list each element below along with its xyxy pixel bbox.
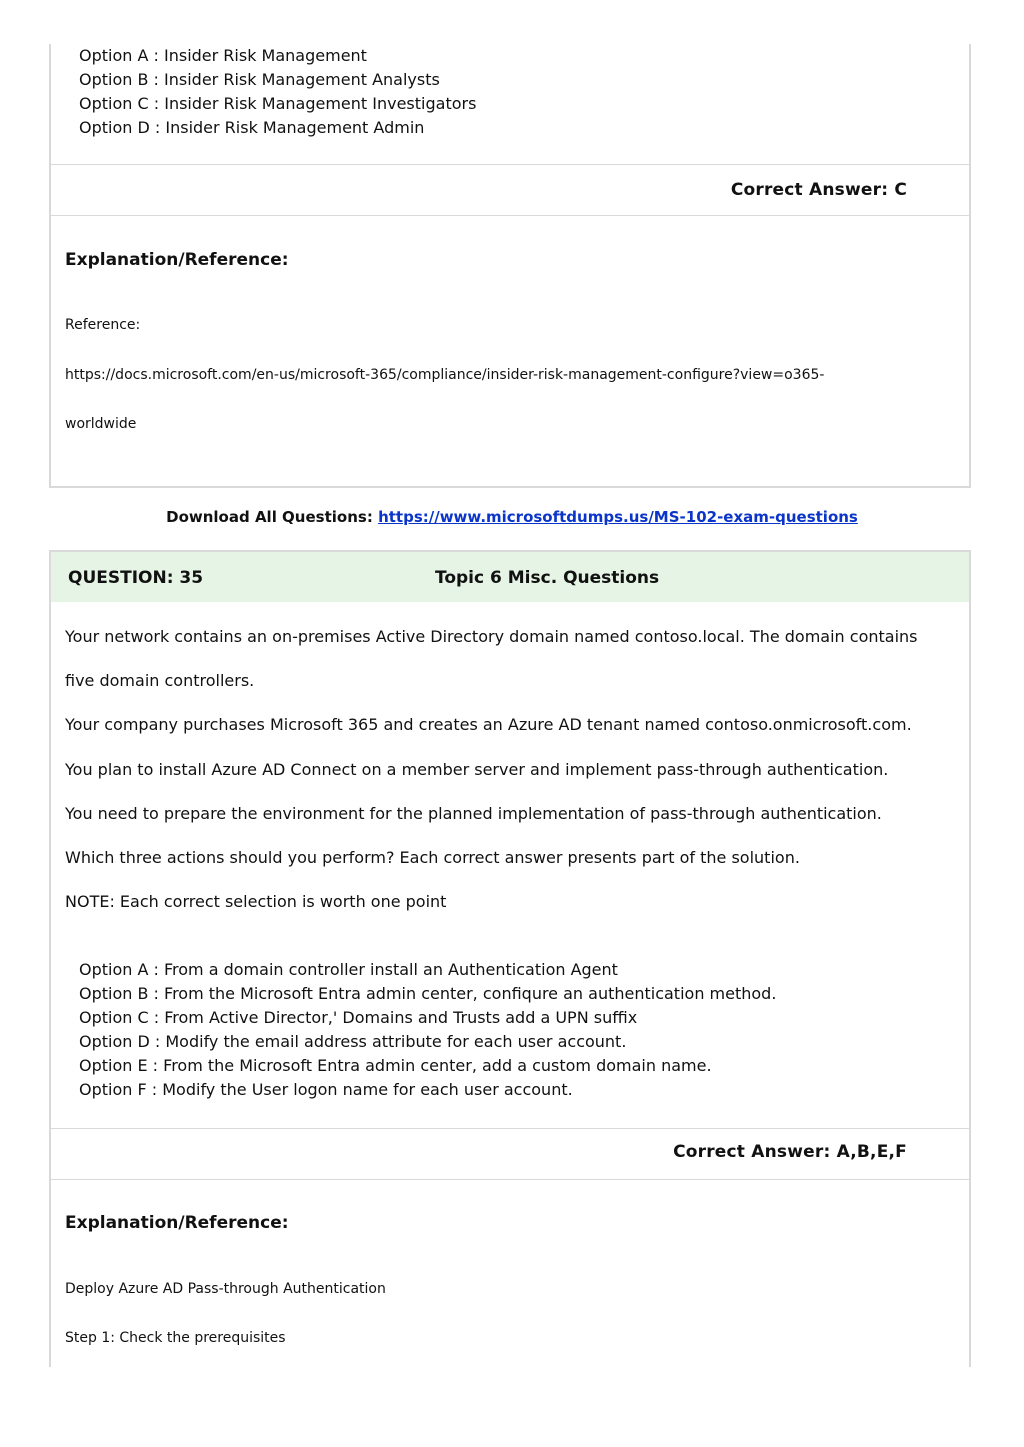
question-text: five domain controllers. xyxy=(65,671,255,690)
reference-label: Reference: xyxy=(65,317,141,333)
reference-url: https://docs.microsoft.com/en-us/microsoft-365/compliance/insider-risk-management-configure?view=o365- xyxy=(65,367,825,383)
option-a: Option A : Insider Risk Management xyxy=(79,46,367,65)
correct-answer: Correct Answer: C xyxy=(730,180,907,200)
correct-answer: Correct Answer: A,B,E,F xyxy=(673,1142,907,1162)
question-text: Which three actions should you perform? Each correct answer presents part of the solution. xyxy=(65,848,800,867)
divider xyxy=(51,215,969,216)
option-b: Option B : Insider Risk Management Analysts xyxy=(79,70,440,89)
question-text: You plan to install Azure AD Connect on a member server and implement pass-through authentication. xyxy=(65,760,889,779)
question-header xyxy=(51,552,969,602)
explanation-line: Step 1: Check the prerequisites xyxy=(65,1330,286,1346)
question-text: Your network contains an on-premises Active Directory domain named contoso.local. The domain contains xyxy=(65,627,918,646)
divider xyxy=(51,1179,969,1180)
option-f: Option F : Modify the User logon name for each user account. xyxy=(79,1080,573,1099)
option-d: Option D : Modify the email address attribute for each user account. xyxy=(79,1032,627,1051)
explanation-title: Explanation/Reference: xyxy=(65,250,289,270)
question-panel xyxy=(49,550,971,1367)
option-b: Option B : From the Microsoft Entra admin center, confiqure an authentication method. xyxy=(79,984,777,1003)
divider xyxy=(51,164,969,165)
previous-question-panel xyxy=(49,44,971,488)
download-label: Download All Questions: xyxy=(166,508,373,526)
explanation-title: Explanation/Reference: xyxy=(65,1213,289,1233)
question-text: Your company purchases Microsoft 365 and creates an Azure AD tenant named contoso.onmicrosoft.com. xyxy=(65,715,912,734)
question-number: QUESTION: 35 xyxy=(68,568,204,588)
option-e: Option E : From the Microsoft Entra admin center, add a custom domain name. xyxy=(79,1056,712,1075)
download-link[interactable]: https://www.microsoftdumps.us/MS-102-exam-questions xyxy=(378,508,858,526)
option-c: Option C : From Active Director,' Domains and Trusts add a UPN suffix xyxy=(79,1008,638,1027)
download-banner xyxy=(0,508,1024,526)
options-list xyxy=(79,958,776,1102)
question-text: You need to prepare the environment for the planned implementation of pass-through authentication. xyxy=(65,804,882,823)
option-c: Option C : Insider Risk Management Investigators xyxy=(79,94,477,113)
option-a: Option A : From a domain controller install an Authentication Agent xyxy=(79,960,618,979)
divider xyxy=(51,1128,969,1129)
options-list xyxy=(79,44,476,140)
explanation-line: Deploy Azure AD Pass-through Authentication xyxy=(65,1281,386,1297)
option-d: Option D : Insider Risk Management Admin xyxy=(79,118,425,137)
question-note: NOTE: Each correct selection is worth one point xyxy=(65,892,447,911)
question-topic: Topic 6 Misc. Questions xyxy=(435,568,660,588)
reference-url-continued: worldwide xyxy=(65,416,137,432)
